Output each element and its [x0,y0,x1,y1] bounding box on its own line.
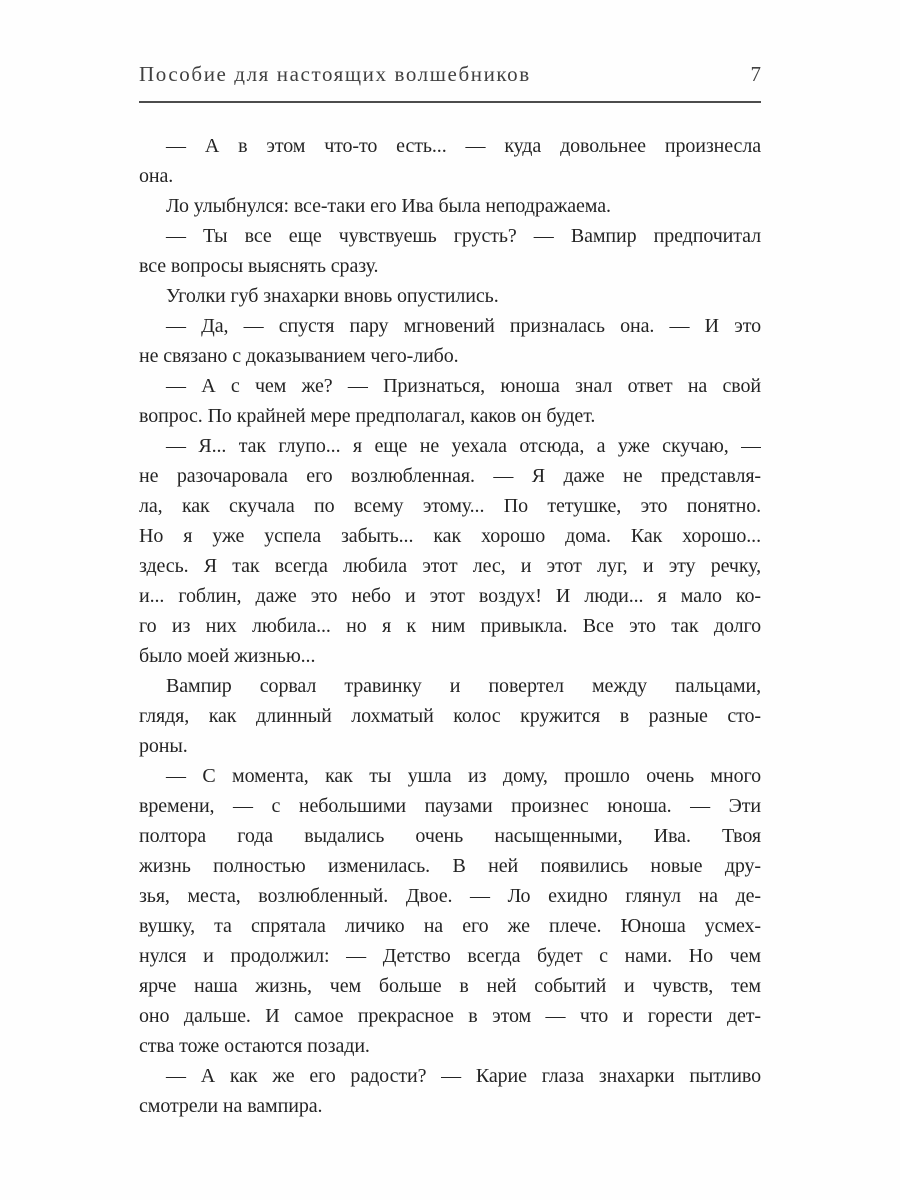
running-head [139,60,761,88]
paragraph [139,281,761,311]
text-line: не разочаровала его возлюбленная. — Я даже не представля- [139,465,761,487]
text-line: вушку, та спрятала личико на его же плече. Юноша усмех- [139,915,761,937]
text-line: зья, места, возлюбленный. Двое. — Ло ехидно глянул на де- [139,885,761,907]
text-line: ярче наша жизнь, чем больше в ней событий и чувств, тем [139,975,761,997]
text-line: — Ты все еще чувствуешь грусть? — Вампир предпочитал [166,225,761,247]
paragraph [139,1061,761,1121]
text-line: жизнь полностью изменилась. В ней появились новые дру- [139,855,761,877]
text-line: времени, — с небольшими паузами произнес юноша. — Эти [139,795,761,817]
text-line: вопрос. По крайней мере предполагал, каков он будет. [139,405,596,427]
text-line: все вопросы выяснять сразу. [139,255,379,277]
paragraph [139,131,761,191]
running-head-title: Пособие для настоящих волшебников [139,62,531,86]
paragraph [139,191,761,221]
page-number: 7 [750,62,761,86]
text-line: — Да, — спустя пару мгновений призналась она. — И это [166,315,761,337]
page-content [139,60,761,1121]
text-line: глядя, как длинный лохматый колос кружится в разные сто- [139,705,761,727]
text-line: нулся и продолжил: — Детство всегда будет с нами. Но чем [139,945,761,967]
text-line: Вампир сорвал травинку и повертел между пальцами, [166,675,761,697]
text-line: здесь. Я так всегда любила этот лес, и этот луг, и эту речку, [139,555,761,577]
paragraph [139,431,761,671]
text-line: — С момента, как ты ушла из дому, прошло очень много [166,765,761,787]
text-line: Ло улыбнулся: все-таки его Ива была неподражаема. [166,195,611,217]
paragraph [139,221,761,281]
text-line: го из них любила... но я к ним привыкла. Все это так долго [139,615,761,637]
text-line: было моей жизнью... [139,645,316,667]
text-line: ла, как скучала по всему этому... По тетушке, это понятно. [139,495,761,517]
text-line: ства тоже остаются позади. [139,1035,370,1057]
text-line: роны. [139,735,188,757]
text-line: не связано с доказыванием чего-либо. [139,345,459,367]
text-line: оно дальше. И самое прекрасное в этом — что и горести дет- [139,1005,761,1027]
paragraph [139,761,761,1061]
text-line: — А с чем же? — Признаться, юноша знал ответ на свой [166,375,761,397]
paragraph [139,371,761,431]
text-line: — Я... так глупо... я еще не уехала отсюда, а уже скучаю, — [166,435,761,457]
text-line: полтора года выдались очень насыщенными, Ива. Твоя [139,825,761,847]
text-line: Но я уже успела забыть... как хорошо дома. Как хорошо... [139,525,761,547]
text-line: и... гоблин, даже это небо и этот воздух! И люди... я мало ко- [139,585,761,607]
text-line: она. [139,165,174,187]
header-rule [139,101,761,103]
paragraph [139,311,761,371]
text-line: — А как же его радости? — Карие глаза знахарки пытливо [166,1065,761,1087]
text-line: смотрели на вампира. [139,1095,323,1117]
body-text [139,131,761,1121]
text-line: Уголки губ знахарки вновь опустились. [166,285,499,307]
text-line: — А в этом что-то есть... — куда довольнее произнесла [166,135,761,157]
paragraph [139,671,761,761]
